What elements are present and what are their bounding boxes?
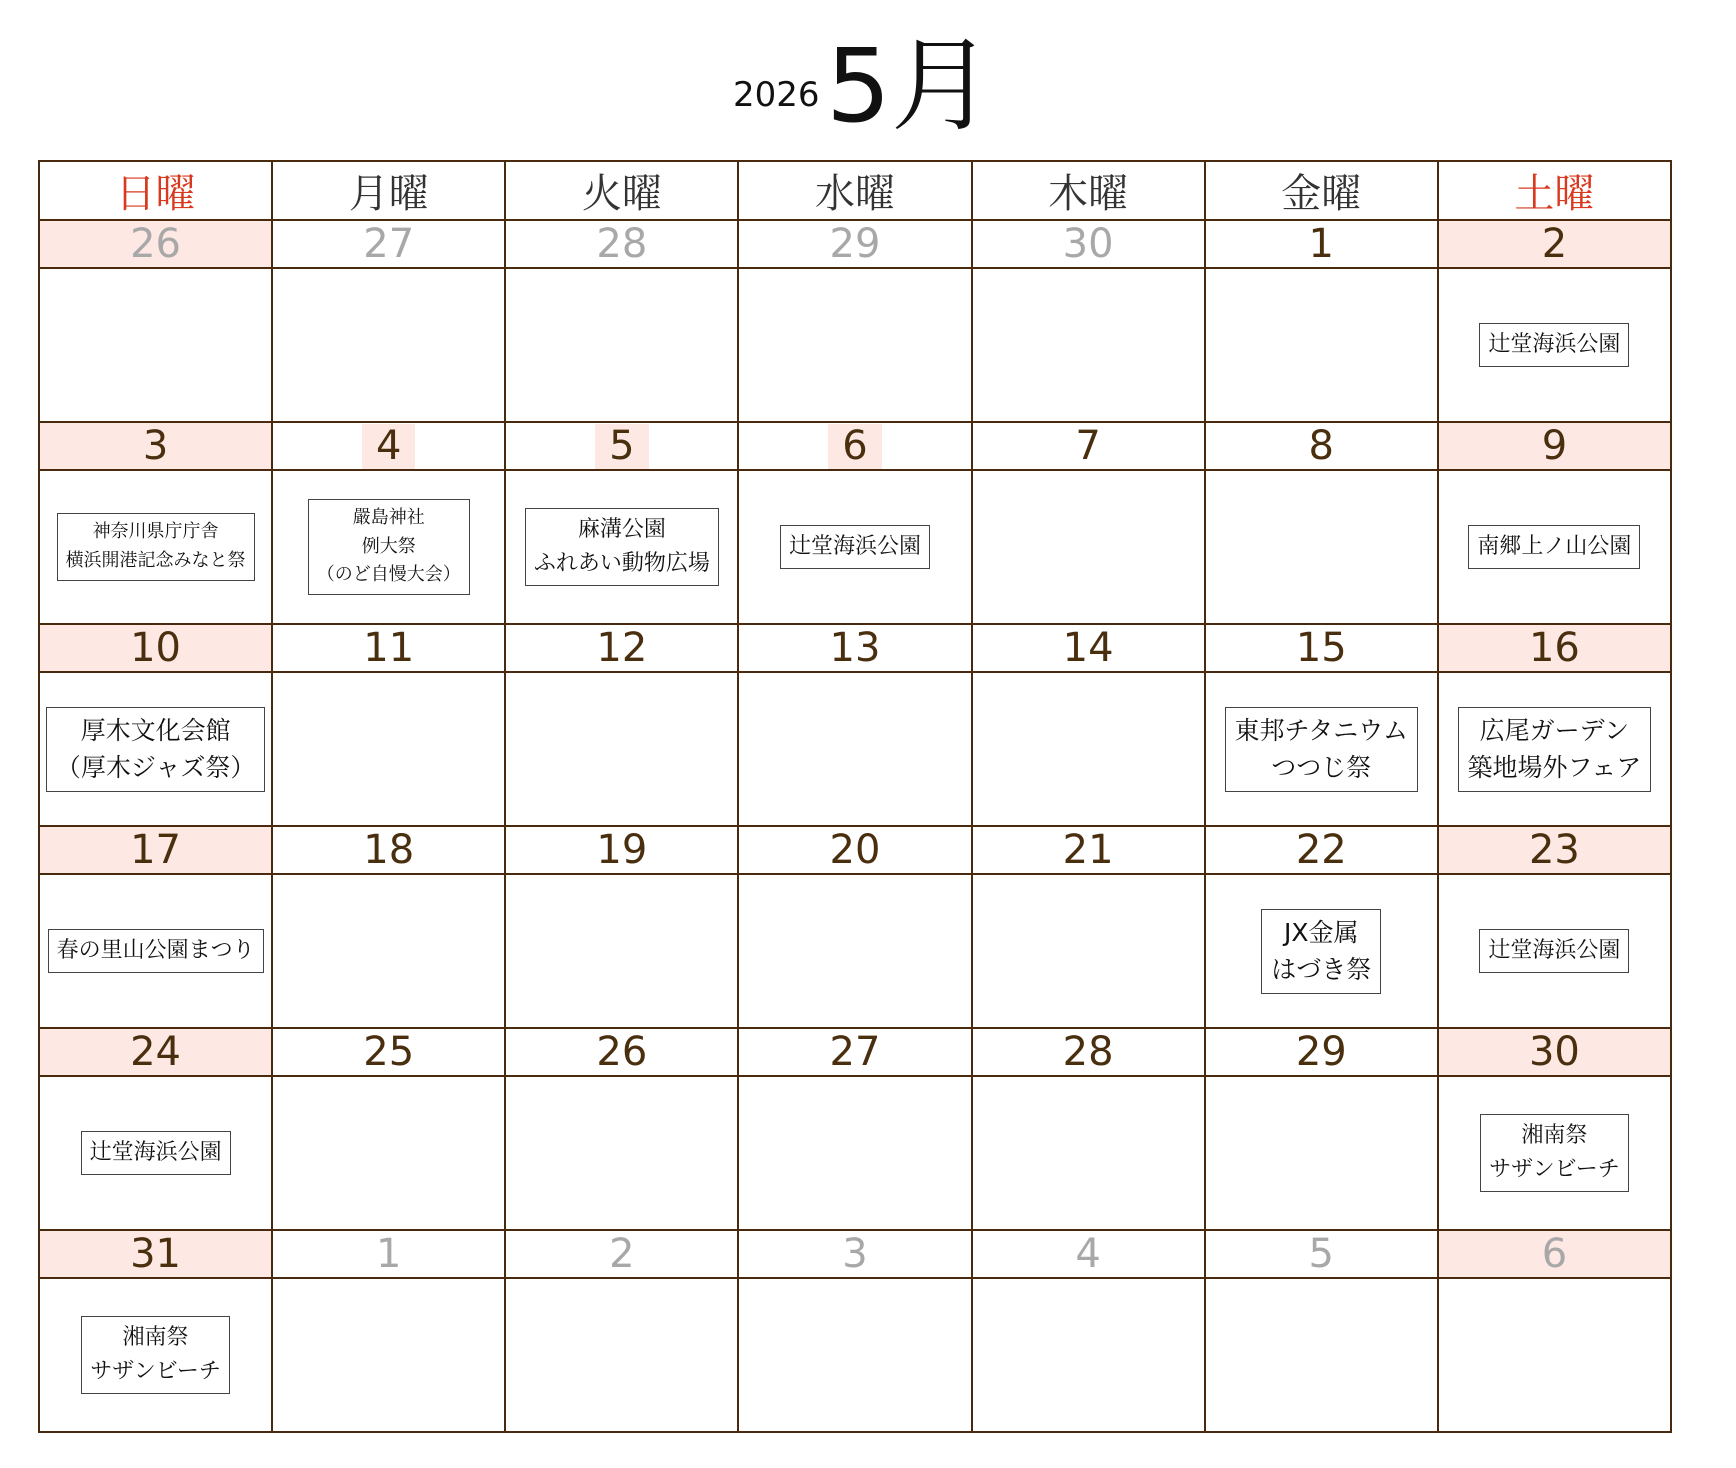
event-label: 辻堂海浜公園 — [1488, 937, 1621, 963]
date-cell — [1438, 422, 1671, 470]
event-label: ふれあい動物広場 — [533, 551, 710, 576]
day-cell — [1438, 1278, 1671, 1432]
date-cell — [1438, 1028, 1671, 1076]
event-label: サザンビーチ — [1489, 1157, 1620, 1182]
date-cell — [39, 826, 272, 874]
date-number: 3 — [842, 1231, 868, 1277]
event-box[interactable] — [57, 513, 255, 581]
day-cell — [1438, 874, 1671, 1028]
day-cell — [972, 1076, 1205, 1230]
date-number: 26 — [596, 1029, 648, 1075]
day-cell — [272, 1076, 505, 1230]
day-cell — [1205, 672, 1438, 826]
day-cell — [272, 268, 505, 422]
date-cell — [1205, 422, 1438, 470]
date-number: 31 — [130, 1231, 182, 1277]
date-number: 8 — [1308, 423, 1334, 469]
event-label: 南郷上ノ山公園 — [1477, 533, 1632, 559]
date-number: 1 — [375, 1231, 402, 1277]
date-number: 25 — [363, 1029, 415, 1075]
calendar-title — [0, 20, 1736, 146]
date-cell — [1205, 1028, 1438, 1076]
event-row — [39, 1278, 1671, 1432]
day-cell — [505, 874, 738, 1028]
day-cell — [272, 874, 505, 1028]
date-number: 17 — [130, 827, 182, 873]
date-cell — [505, 220, 738, 268]
date-number: 4 — [362, 424, 415, 469]
day-cell — [738, 672, 971, 826]
date-number: 14 — [1062, 625, 1114, 671]
event-label: 築地場外フェア — [1467, 753, 1642, 782]
date-number: 30 — [1062, 221, 1114, 267]
event-label: 広尾ガーデン — [1479, 715, 1630, 745]
event-box[interactable] — [46, 707, 266, 792]
event-label: 春の里山公園まつり — [56, 937, 255, 963]
date-row — [39, 624, 1671, 672]
date-cell — [272, 1028, 505, 1076]
date-number: 15 — [1295, 625, 1347, 671]
day-cell — [39, 874, 272, 1028]
date-cell — [738, 1230, 971, 1278]
date-cell — [39, 220, 272, 268]
event-label: つつじ祭 — [1271, 753, 1372, 782]
event-label: 神奈川県庁庁舎 — [92, 521, 219, 543]
date-number: 23 — [1528, 827, 1580, 873]
date-number: 2 — [609, 1231, 635, 1277]
event-row — [39, 874, 1671, 1028]
date-cell — [738, 220, 971, 268]
calendar-grid — [38, 160, 1672, 1433]
date-cell — [39, 1028, 272, 1076]
date-number: 10 — [130, 625, 182, 671]
day-cell — [1205, 470, 1438, 624]
weekday-sunday: 日曜 — [39, 161, 272, 220]
event-box[interactable] — [1225, 707, 1419, 792]
event-label: はづき祭 — [1271, 955, 1372, 984]
date-cell — [972, 1230, 1205, 1278]
date-row — [39, 1028, 1671, 1076]
weekday-header-row — [39, 161, 1671, 220]
event-box[interactable] — [81, 1131, 231, 1175]
date-cell — [972, 1028, 1205, 1076]
date-number: 12 — [596, 625, 648, 671]
date-number: 20 — [829, 827, 881, 873]
event-box[interactable] — [308, 499, 470, 595]
event-box[interactable] — [780, 525, 930, 569]
event-box[interactable] — [1458, 707, 1652, 792]
day-cell — [1205, 1076, 1438, 1230]
date-number: 6 — [828, 424, 881, 469]
date-cell — [972, 220, 1205, 268]
date-cell — [972, 422, 1205, 470]
date-number: 24 — [130, 1029, 182, 1075]
date-number: 5 — [595, 424, 648, 469]
date-row — [39, 220, 1671, 268]
date-number: 1 — [1308, 221, 1334, 267]
date-cell — [738, 826, 971, 874]
day-cell — [39, 470, 272, 624]
date-cell — [1205, 220, 1438, 268]
event-label: 嚴島神社 — [352, 506, 425, 528]
day-cell — [972, 470, 1205, 624]
day-cell — [738, 1076, 971, 1230]
date-number: 18 — [363, 827, 415, 873]
event-box[interactable] — [48, 929, 264, 973]
date-cell — [272, 624, 505, 672]
date-number: 9 — [1541, 423, 1568, 469]
date-number: 5 — [1308, 1231, 1334, 1277]
weekday-wednesday: 水曜 — [738, 161, 971, 220]
date-number: 26 — [130, 221, 182, 267]
event-box[interactable] — [1261, 909, 1381, 994]
day-cell — [505, 1278, 738, 1432]
day-cell — [505, 672, 738, 826]
day-cell — [972, 874, 1205, 1028]
day-cell — [272, 470, 505, 624]
date-number: 27 — [829, 1029, 881, 1075]
date-number: 28 — [1062, 1029, 1114, 1075]
day-cell — [738, 1278, 971, 1432]
event-label: （のど自慢大会） — [316, 564, 461, 586]
day-cell — [738, 470, 971, 624]
date-number: 21 — [1062, 827, 1114, 873]
weekday-monday: 月曜 — [272, 161, 505, 220]
date-cell — [39, 624, 272, 672]
date-row — [39, 826, 1671, 874]
day-cell — [272, 1278, 505, 1432]
day-cell — [1205, 268, 1438, 422]
day-cell — [1438, 1076, 1671, 1230]
date-number: 16 — [1528, 625, 1580, 671]
date-number: 3 — [142, 423, 169, 469]
date-number: 30 — [1528, 1029, 1580, 1075]
date-cell — [272, 220, 505, 268]
date-row — [39, 422, 1671, 470]
day-cell — [1438, 268, 1671, 422]
date-number: 4 — [1075, 1231, 1101, 1277]
date-number: 6 — [1541, 1231, 1568, 1277]
date-cell — [505, 826, 738, 874]
day-cell — [39, 1278, 272, 1432]
date-cell — [738, 1028, 971, 1076]
event-label: サザンビーチ — [90, 1359, 221, 1384]
day-cell — [1438, 672, 1671, 826]
weekday-saturday: 土曜 — [1438, 161, 1671, 220]
date-cell — [505, 624, 738, 672]
date-cell — [738, 624, 971, 672]
date-number: 27 — [363, 221, 415, 267]
event-label: 湘南祭 — [1521, 1122, 1588, 1148]
date-cell — [1438, 220, 1671, 268]
event-box[interactable] — [1479, 323, 1629, 367]
date-cell — [505, 422, 738, 470]
month-label: 5月 — [826, 27, 993, 146]
day-cell — [39, 268, 272, 422]
day-cell — [272, 672, 505, 826]
date-cell — [1438, 1230, 1671, 1278]
day-cell — [1438, 470, 1671, 624]
date-cell — [505, 1230, 738, 1278]
date-cell — [505, 1028, 738, 1076]
date-number: 2 — [1541, 221, 1568, 267]
date-number: 19 — [596, 827, 648, 873]
day-cell — [39, 672, 272, 826]
event-box[interactable] — [81, 1316, 230, 1394]
day-cell — [738, 874, 971, 1028]
event-label: 横浜開港記念みなと祭 — [65, 550, 246, 571]
date-number: 29 — [1295, 1029, 1347, 1075]
date-number: 29 — [829, 221, 881, 267]
date-cell — [738, 422, 971, 470]
day-cell — [972, 1278, 1205, 1432]
event-label: 東邦チタニウム — [1234, 715, 1409, 745]
date-number: 11 — [363, 625, 415, 671]
event-row — [39, 470, 1671, 624]
event-label: JX金属 — [1284, 917, 1359, 947]
weekday-tuesday: 火曜 — [505, 161, 738, 220]
date-number: 22 — [1295, 827, 1347, 873]
event-label: 例大祭 — [361, 535, 416, 557]
weekday-thursday: 木曜 — [972, 161, 1205, 220]
date-cell — [972, 624, 1205, 672]
event-label: （厚木ジャズ祭） — [55, 753, 256, 782]
day-cell — [505, 1076, 738, 1230]
date-number: 13 — [829, 625, 881, 671]
date-cell — [39, 422, 272, 470]
date-cell — [1438, 826, 1671, 874]
day-cell — [972, 672, 1205, 826]
date-cell — [972, 826, 1205, 874]
day-cell — [505, 470, 738, 624]
date-cell — [272, 422, 505, 470]
date-cell — [1438, 624, 1671, 672]
event-row — [39, 1076, 1671, 1230]
date-cell — [272, 826, 505, 874]
day-cell — [738, 268, 971, 422]
date-row — [39, 1230, 1671, 1278]
date-number: 7 — [1075, 423, 1101, 469]
event-box[interactable] — [1468, 525, 1640, 569]
event-label: 辻堂海浜公園 — [89, 1139, 222, 1165]
date-cell — [1205, 624, 1438, 672]
event-row — [39, 268, 1671, 422]
day-cell — [39, 1076, 272, 1230]
date-number: 28 — [596, 221, 648, 267]
event-row — [39, 672, 1671, 826]
event-label: 辻堂海浜公園 — [788, 533, 921, 559]
event-box[interactable] — [1480, 1114, 1629, 1192]
event-label: 麻溝公園 — [577, 516, 666, 542]
event-box[interactable] — [525, 508, 719, 586]
event-label: 辻堂海浜公園 — [1488, 331, 1621, 357]
event-label: 厚木文化会館 — [80, 715, 231, 745]
weekday-friday: 金曜 — [1205, 161, 1438, 220]
event-label: 湘南祭 — [122, 1324, 189, 1350]
event-box[interactable] — [1479, 929, 1629, 973]
date-cell — [39, 1230, 272, 1278]
year-label: 2026 — [733, 75, 820, 115]
day-cell — [972, 268, 1205, 422]
day-cell — [505, 268, 738, 422]
date-cell — [1205, 1230, 1438, 1278]
day-cell — [1205, 874, 1438, 1028]
date-cell — [1205, 826, 1438, 874]
date-cell — [272, 1230, 505, 1278]
day-cell — [1205, 1278, 1438, 1432]
